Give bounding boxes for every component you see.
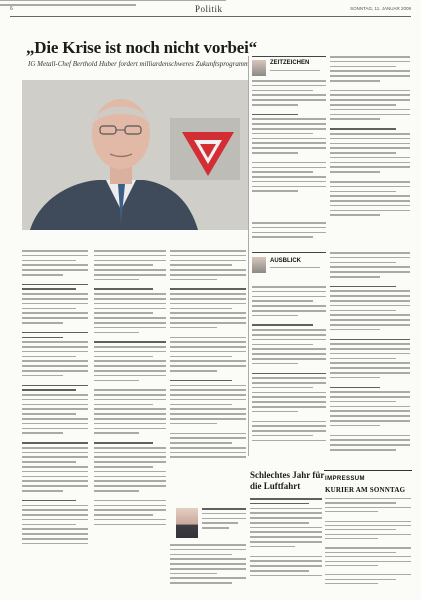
page-number: 6	[10, 6, 13, 12]
author-photo	[252, 257, 266, 273]
zeitzeichen-title: ZEITZEICHEN	[270, 60, 310, 66]
text-column-right-top	[330, 56, 410, 246]
text-column-3-bottom	[170, 544, 246, 594]
portrait-illustration	[22, 80, 248, 230]
impressum-rule	[324, 470, 412, 471]
author-portrait	[176, 508, 198, 538]
article-photo	[22, 80, 248, 230]
author-portrait-caption	[202, 508, 246, 542]
ausblick-text	[252, 286, 326, 466]
photo-caption	[0, 0, 226, 6]
text-column-2	[94, 250, 166, 590]
secondary-headline	[250, 470, 324, 492]
secondary-headline-line2: die Luftfahrt	[250, 481, 301, 491]
impressum-text	[325, 498, 411, 594]
article-headline: „Die Krise ist noch nicht vorbei“	[26, 38, 257, 57]
text-column-3	[170, 250, 246, 500]
text-column-1	[22, 250, 88, 590]
section-title: Politik	[195, 4, 223, 14]
author-photo	[252, 60, 266, 76]
column-divider	[248, 56, 249, 456]
zeitzeichen-text	[252, 80, 326, 220]
text-column-right-mid	[330, 252, 410, 462]
ausblick-title: AUSBLICK	[270, 258, 301, 264]
impressum-title: IMPRESSUM	[325, 476, 365, 482]
article-subhead: IG Metall-Chef Berthold Huber fordert milliardenschweres Zukunftsprogramm	[28, 60, 249, 68]
impressum-masthead: KURIER AM SONNTAG	[325, 486, 406, 494]
zeitzeichen-continued	[252, 222, 326, 252]
dateline: SONNTAG, 11. JANUAR 2009	[350, 6, 411, 11]
ausblick-box	[252, 252, 326, 281]
secondary-article-text	[250, 498, 322, 594]
secondary-headline-line1: Schlechtes Jahr für	[250, 470, 325, 480]
header-rule	[10, 16, 411, 17]
